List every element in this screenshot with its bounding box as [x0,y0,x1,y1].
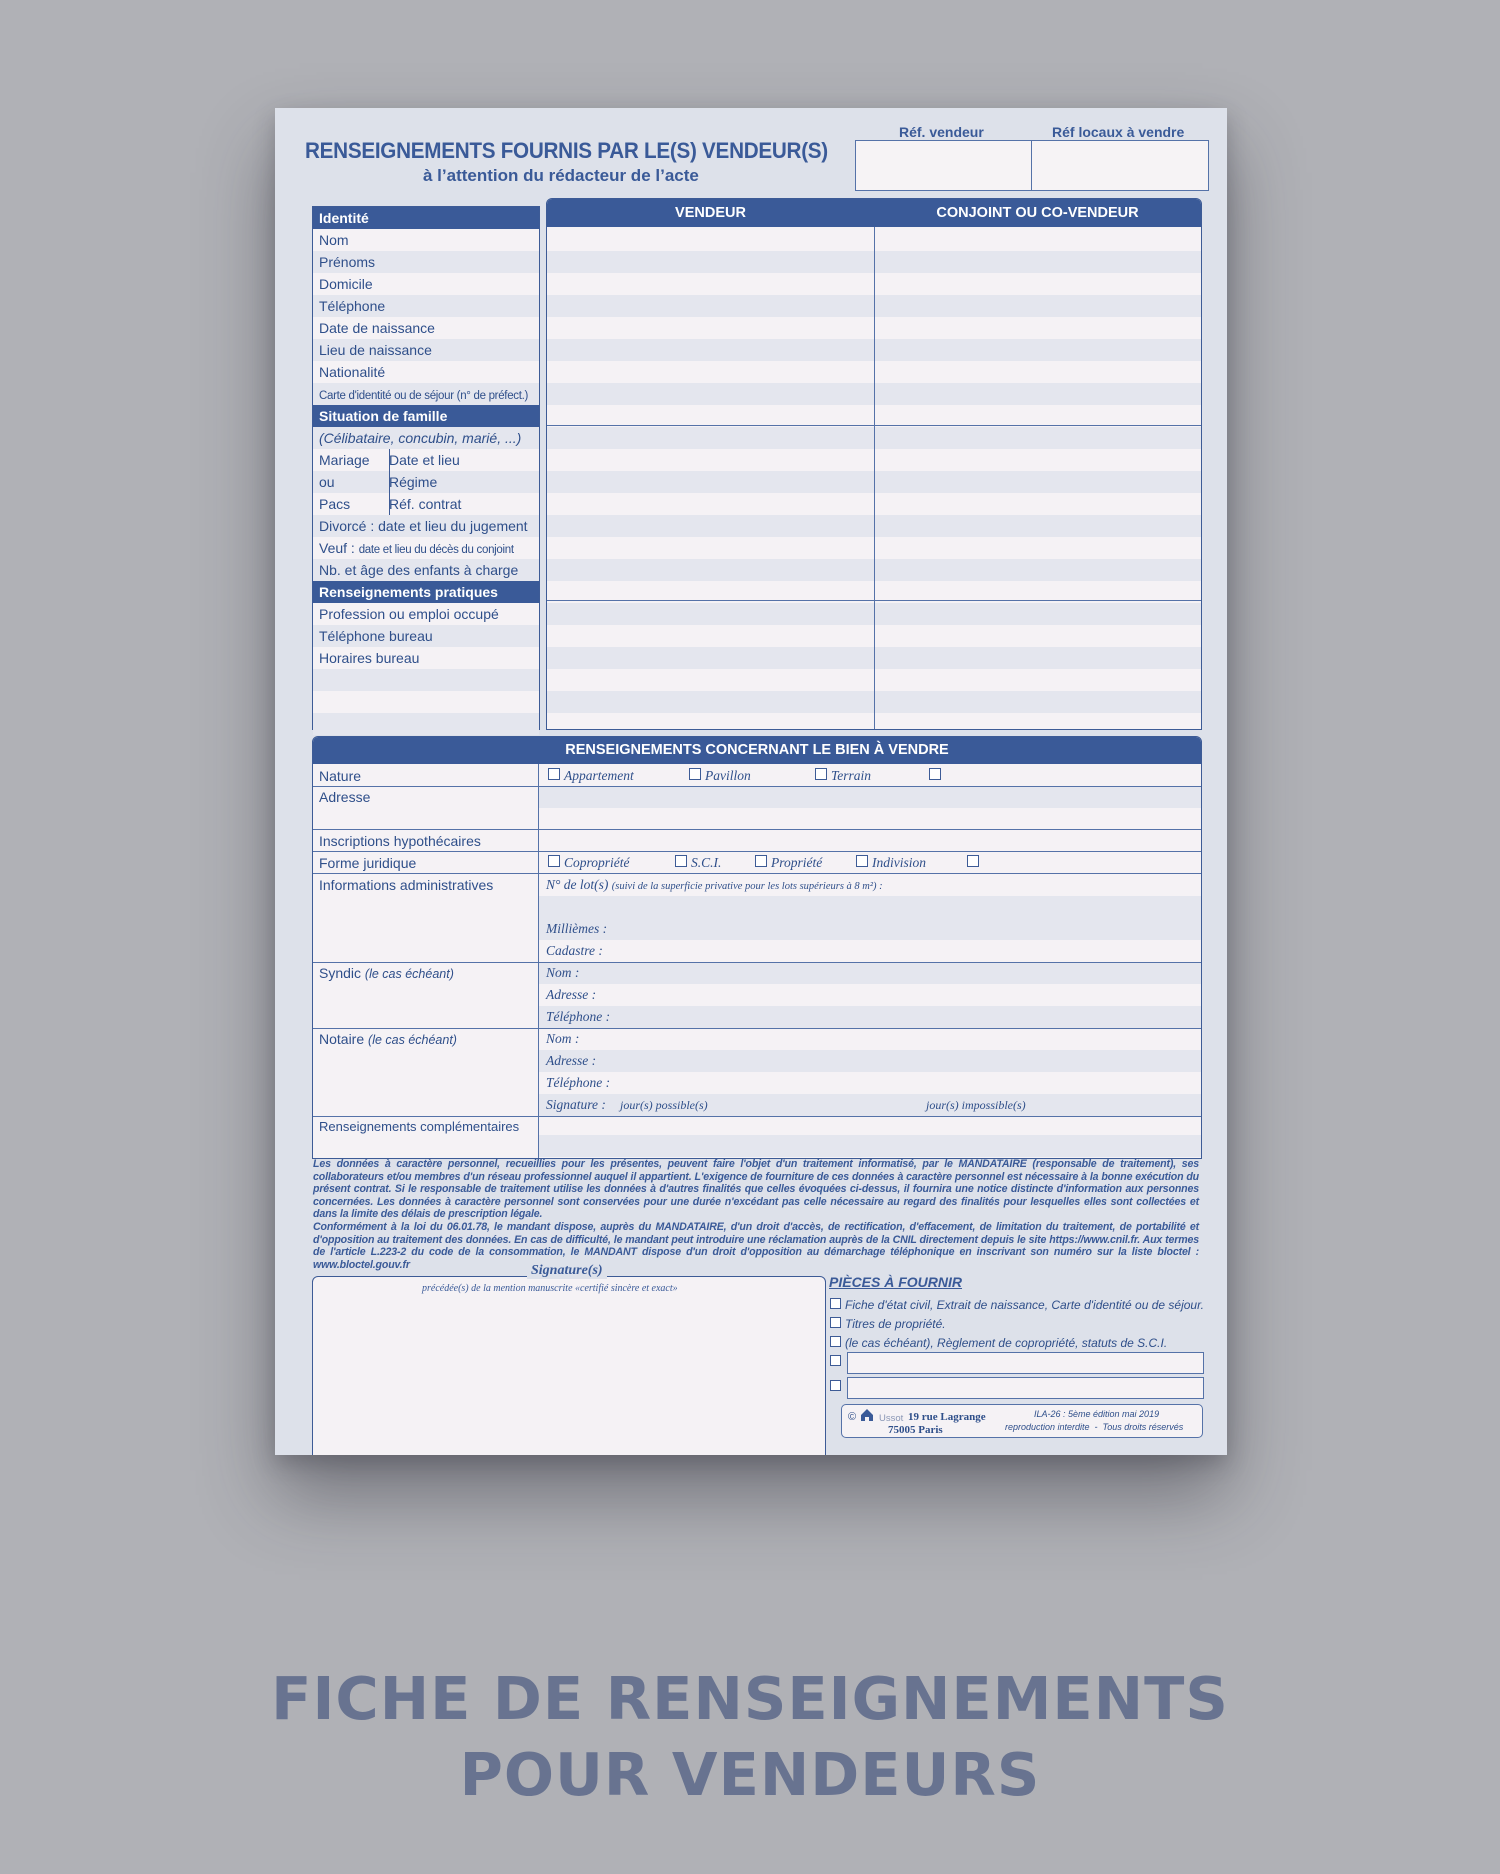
pratiques-header: Renseignements pratiques [313,581,539,603]
notaire-nom[interactable]: Nom : [546,1031,580,1046]
label-carte-identite: Carte d'identité ou de séjour (n° de préfect.) [313,383,539,405]
notaire-adresse[interactable]: Adresse : [546,1053,597,1068]
checkbox[interactable] [929,768,941,780]
piece-item-blank[interactable] [830,1355,845,1369]
bien-table[interactable] [312,736,1202,1159]
row-pacs [313,493,539,515]
checkbox[interactable] [830,1380,841,1391]
label-ou: ou [319,474,335,490]
caption-line-1: FICHE DE RENSEIGNEMENTS [271,1664,1229,1733]
pieces-title: PIÈCES À FOURNIR [829,1274,963,1290]
notaire-telephone[interactable]: Téléphone : [546,1075,611,1090]
label-telephone: Téléphone [313,295,539,317]
label-divorce: Divorcé : date et lieu du jugement [313,515,539,537]
label-pacs: Pacs [319,496,351,512]
piece-blank-field[interactable] [847,1352,1204,1374]
vendeur-table[interactable] [546,198,1202,730]
label-forme: Forme juridique [319,855,417,871]
label-date-lieu: Date et lieu [389,452,460,468]
label-nom: Nom [319,232,349,248]
identity-header: Identité [313,207,539,229]
col-conjoint: CONJOINT OU CO-VENDEUR [936,205,1139,221]
notaire-signature[interactable]: Signature : [546,1097,606,1112]
bien-header: RENSEIGNEMENTS CONCERNANT LE BIEN À VENDRE [313,737,1201,764]
label-nationalite: Nationalité [319,364,386,380]
checkbox[interactable] [967,855,979,867]
option-copropriete[interactable]: Copropriété [548,855,630,871]
syndic-nom[interactable]: Nom : [546,965,580,980]
label-regime: Régime [389,474,438,490]
syndic-telephone[interactable]: Téléphone : [546,1009,611,1024]
famille-header: Situation de famille [313,405,539,427]
mariage-divider [389,449,390,515]
row-mariage [313,449,539,471]
label-admin: Informations administratives [319,877,494,893]
lots-field[interactable]: N° de lot(s) (suivi de la superficie privative pour les lots supérieurs à 8 m²) : [546,877,883,892]
jour-possible: jour(s) possible(s) [620,1098,708,1112]
famille-hint: (Célibataire, concubin, marié, ...) [313,427,539,449]
label-nature: Nature [319,768,362,784]
label-prenoms: Prénoms [313,251,539,273]
vendeur-table-header [547,199,1201,227]
label-syndic: Syndic (le cas échéant) [319,965,454,981]
label-horaires: Horaires bureau [319,650,420,666]
blank-row [313,713,539,735]
form-title: RENSEIGNEMENTS FOURNIS PAR LE(S) VENDEUR(S) [305,138,828,163]
piece-item[interactable]: (le cas échéant), Règlement de copropriété, statuts de S.C.I. [830,1336,1167,1350]
label-complementaires: Renseignements complémentaires [319,1119,520,1134]
identity-panel [312,206,540,730]
milliemes-field[interactable]: Millièmes : [546,921,608,936]
col-vendeur: VENDEUR [675,205,746,221]
option-sci[interactable]: S.C.I. [675,855,721,871]
publisher-footer: © Ussot 19 rue Lagrange 75005 Paris ILA-26 : 5ème édition mai 2019 reproduction interdite - Tous droits réservés [841,1404,1203,1438]
label-veuf: Veuf : date et lieu du décès du conjoint [319,540,514,556]
option-propriete[interactable]: Propriété [755,855,822,871]
syndic-adresse[interactable]: Adresse : [546,987,597,1002]
piece-item[interactable]: Titres de propriété. [830,1317,946,1331]
jour-impossible: jour(s) impossible(s) [926,1098,1026,1112]
checkbox[interactable] [830,1317,841,1328]
label-tel-bureau: Téléphone bureau [313,625,539,647]
option-appartement[interactable]: Appartement [548,768,634,784]
row-ou [313,471,539,493]
label-inscriptions: Inscriptions hypothécaires [319,833,481,849]
label-enfants: Nb. et âge des enfants à charge [313,559,539,581]
signature-label: Signature(s) [527,1263,607,1279]
ref-vendeur-label: Réf. vendeur [895,124,988,140]
option-pavillon[interactable]: Pavillon [689,768,751,784]
checkbox[interactable] [675,855,687,867]
piece-item-blank[interactable] [830,1380,845,1394]
form-sheet [275,108,1227,1455]
signature-mention: précédée(s) de la mention manuscrite «certifié sincère et exact» [422,1283,678,1294]
checkbox[interactable] [755,855,767,867]
checkbox[interactable] [815,768,827,780]
ref-locaux-label: Réf locaux à vendre [1048,124,1188,140]
legal-notice [313,1158,1199,1271]
house-logo-icon [860,1408,874,1422]
caption-line-2: POUR VENDEURS [459,1740,1041,1809]
label-adresse: Adresse [319,789,371,805]
cadastre-field[interactable]: Cadastre : [546,943,603,958]
label-notaire: Notaire (le cas échéant) [319,1031,457,1047]
legal-p2: Conformément à la loi du 06.01.78, le mandant dispose, auprès du MANDATAIRE, d'un droit d'accès, de rectification, d'effacement, de limitation du traitement, de portabilité et d'opposition au traitement des données. En cas de difficulté, le mandant peut introduire une réclamation auprès de la CNIL directement depuis le site https://www.cnil.fr. Aux termes de l'article L.223-2 du code de la consommation, le MANDANT dispose d'un droit d'opposition au démarchage téléphonique en inscrivant son numéro sur la liste bloctel : www.bloctel.gouv.fr [313,1220,1199,1271]
signature-box[interactable] [312,1276,826,1455]
option-terrain[interactable]: Terrain [815,768,871,784]
option-indivision[interactable]: Indivision [856,855,926,871]
label-lieu-naissance: Lieu de naissance [313,339,539,361]
checkbox[interactable] [548,855,560,867]
checkbox[interactable] [689,768,701,780]
blank-row [313,691,539,713]
checkbox[interactable] [830,1298,841,1309]
checkbox[interactable] [830,1355,841,1366]
form-subtitle: à l’attention du rédacteur de l’acte [423,166,699,185]
piece-item[interactable]: Fiche d'état civil, Extrait de naissance, Carte d'identité ou de séjour. [830,1298,1204,1312]
label-domicile: Domicile [319,276,373,292]
option-other-forme[interactable] [967,855,983,871]
label-profession: Profession ou emploi occupé [319,606,499,622]
option-other-nature[interactable] [929,768,945,784]
checkbox[interactable] [548,768,560,780]
blank-row [313,669,539,691]
checkbox[interactable] [830,1336,841,1347]
label-mariage: Mariage [319,452,370,468]
reference-box[interactable] [855,140,1209,191]
piece-blank-field[interactable] [847,1377,1204,1399]
label-ref-contrat: Réf. contrat [389,496,462,512]
label-date-naissance: Date de naissance [319,320,435,336]
checkbox[interactable] [856,855,868,867]
legal-p1: Les données à caractère personnel, recueillies pour les présentes, peuvent faire l'objet d'un traitement informatisé, par le MANDATAIRE (responsable de traitement), ses collaborateurs et/ou membres d'un réseau professionnel auquel il appartient. L'exigence de fourniture de ces données à caractère personnel est nécessaire à la bonne exécution du présent contrat. Si le responsable de traitement utilise les données à d'autres finalités que celles évoquées ci-dessus, il fournira une notice distincte d'information aux personnes concernées. Les données à caractère personnel sont conservées pour une durée n'excédant pas celle nécessaire au regard des finalités pour lesquelles elles sont collectées et dans la limite des délais de prescription légale. [313,1158,1199,1221]
